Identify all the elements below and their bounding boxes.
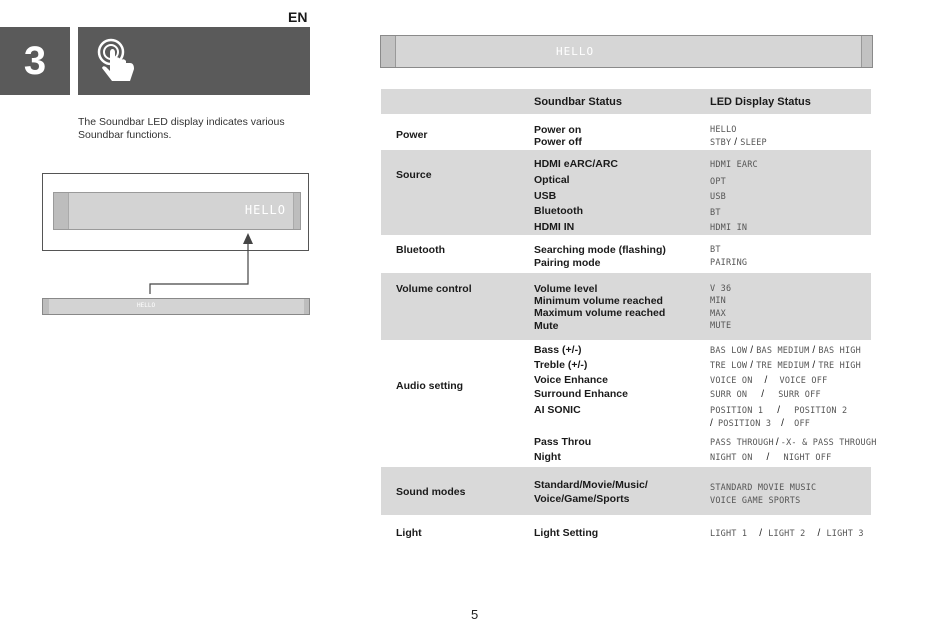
led-text: PASS THROUGH: [710, 438, 774, 448]
led-text: HELLO: [710, 125, 737, 135]
led-text: STBY: [710, 138, 732, 148]
led-text: BT: [710, 208, 721, 218]
status-text: HDMI IN: [534, 221, 575, 233]
led-text: MUTE: [710, 321, 732, 331]
bar-end-cap: [293, 193, 300, 229]
status-text: Mute: [534, 320, 559, 332]
led-text-line: VOICE ON / VOICE OFF: [710, 375, 828, 386]
status-text: Optical: [534, 174, 570, 186]
led-text: POSITION 3: [717, 419, 772, 429]
led-text: VOICE GAME SPORTS: [710, 496, 801, 506]
led-text: SURR ON: [710, 390, 748, 400]
row-label-source: Source: [396, 169, 432, 181]
row-label-audio: Audio setting: [396, 380, 464, 392]
pointer-arrow: [145, 232, 255, 298]
led-text: MAX: [710, 309, 726, 319]
bar-end-cap: [43, 299, 49, 314]
led-text: STANDARD MOVIE MUSIC: [710, 483, 817, 493]
bar-end-cap: [54, 193, 69, 229]
led-text-line: PASS THROUGH / -X- & PASS THROUGH: [710, 437, 877, 448]
led-text: TRE MEDIUM: [756, 361, 810, 371]
led-text: OFF: [794, 419, 811, 429]
row-label-light: Light: [396, 527, 422, 539]
table-band-source: [381, 150, 871, 235]
led-text: BT: [710, 245, 721, 255]
header-led-status: LED Display Status: [710, 96, 811, 108]
led-text: BAS LOW: [710, 346, 748, 356]
status-text: AI SONIC: [534, 404, 581, 416]
led-text-line: TRE LOW / TRE MEDIUM / TRE HIGH: [710, 360, 861, 371]
led-text: SLEEP: [740, 138, 767, 148]
led-text: BAS MEDIUM: [756, 346, 810, 356]
led-text: NIGHT OFF: [783, 453, 832, 463]
status-text: Power off: [534, 136, 582, 148]
intro-text: The Soundbar LED display indicates various Soundbar functions.: [78, 116, 285, 141]
status-text: HDMI eARC/ARC: [534, 158, 618, 170]
status-text: Pass Throu: [534, 436, 592, 448]
soundbar-illustration: [42, 298, 310, 315]
led-text: -X- & PASS THROUGH: [780, 438, 877, 448]
led-text-line: / POSITION 3 / OFF: [710, 418, 811, 429]
status-text: Bass (+/-): [534, 344, 582, 356]
status-text: Bluetooth: [534, 205, 583, 217]
led-text-line: POSITION 1 / POSITION 2: [710, 405, 848, 416]
status-text: Searching mode (flashing): [534, 244, 666, 256]
row-label-bluetooth: Bluetooth: [396, 244, 445, 256]
status-text: Treble (+/-): [534, 359, 588, 371]
led-text: POSITION 2: [794, 406, 848, 416]
hand-touch-icon: [96, 37, 146, 87]
led-text-line: BAS LOW / BAS MEDIUM / BAS HIGH: [710, 345, 861, 356]
led-text: HDMI EARC: [710, 160, 758, 170]
led-display-text: HELLO: [244, 203, 286, 217]
led-text: SURR OFF: [778, 390, 821, 400]
led-text: BAS HIGH: [818, 346, 861, 356]
status-text: Voice/Game/Sports: [534, 493, 630, 505]
status-text: Light Setting: [534, 527, 599, 539]
status-text: Surround Enhance: [534, 388, 628, 400]
status-text: Power on: [534, 124, 582, 136]
led-text: HDMI IN: [710, 223, 748, 233]
bar-end-cap: [861, 36, 872, 67]
row-label-volume: Volume control: [396, 283, 472, 295]
header-soundbar-status: Soundbar Status: [534, 96, 623, 108]
led-text: USB: [710, 192, 726, 202]
page-number: 5: [471, 607, 479, 622]
status-text: Night: [534, 451, 561, 463]
row-label-sound-modes: Sound modes: [396, 486, 466, 498]
led-text: VOICE ON: [710, 376, 753, 386]
led-text: NIGHT ON: [710, 453, 753, 463]
led-text: TRE LOW: [710, 361, 748, 371]
led-text: VOICE OFF: [779, 376, 828, 386]
led-text: LIGHT 2: [768, 529, 806, 539]
led-text-line: LIGHT 1 / LIGHT 2 / LIGHT 3: [710, 528, 864, 539]
led-text: POSITION 1: [710, 406, 764, 416]
soundbar-display-enlarged: [53, 192, 301, 230]
led-text: PAIRING: [710, 258, 748, 268]
led-text: LIGHT 3: [826, 529, 864, 539]
led-text-line: SURR ON / SURR OFF: [710, 389, 821, 400]
status-text: Voice Enhance: [534, 374, 608, 386]
led-text: V 36: [710, 284, 732, 294]
soundbar-display-bar: [380, 35, 873, 68]
led-text: TRE HIGH: [818, 361, 861, 371]
led-text: MIN: [710, 296, 726, 306]
status-text: Minimum volume reached: [534, 295, 663, 307]
status-text: Pairing mode: [534, 257, 601, 269]
led-text: LIGHT 1: [710, 529, 748, 539]
bar-end-cap: [304, 299, 309, 314]
status-text: USB: [534, 190, 557, 202]
status-text: Standard/Movie/Music/: [534, 479, 648, 491]
status-text: Maximum volume reached: [534, 307, 666, 319]
led-text-line: STBY / SLEEP: [710, 137, 767, 148]
row-label-power: Power: [396, 129, 428, 141]
led-display-text: HELLO: [556, 45, 595, 58]
led-text-line: NIGHT ON / NIGHT OFF: [710, 452, 832, 463]
led-text: OPT: [710, 177, 726, 187]
status-text: Volume level: [534, 283, 598, 295]
bar-end-cap: [381, 36, 396, 67]
led-display-text: HELLO: [137, 302, 156, 309]
language-label: EN: [288, 9, 308, 25]
step-icon-box: [78, 27, 310, 95]
step-number: 3: [0, 27, 70, 95]
